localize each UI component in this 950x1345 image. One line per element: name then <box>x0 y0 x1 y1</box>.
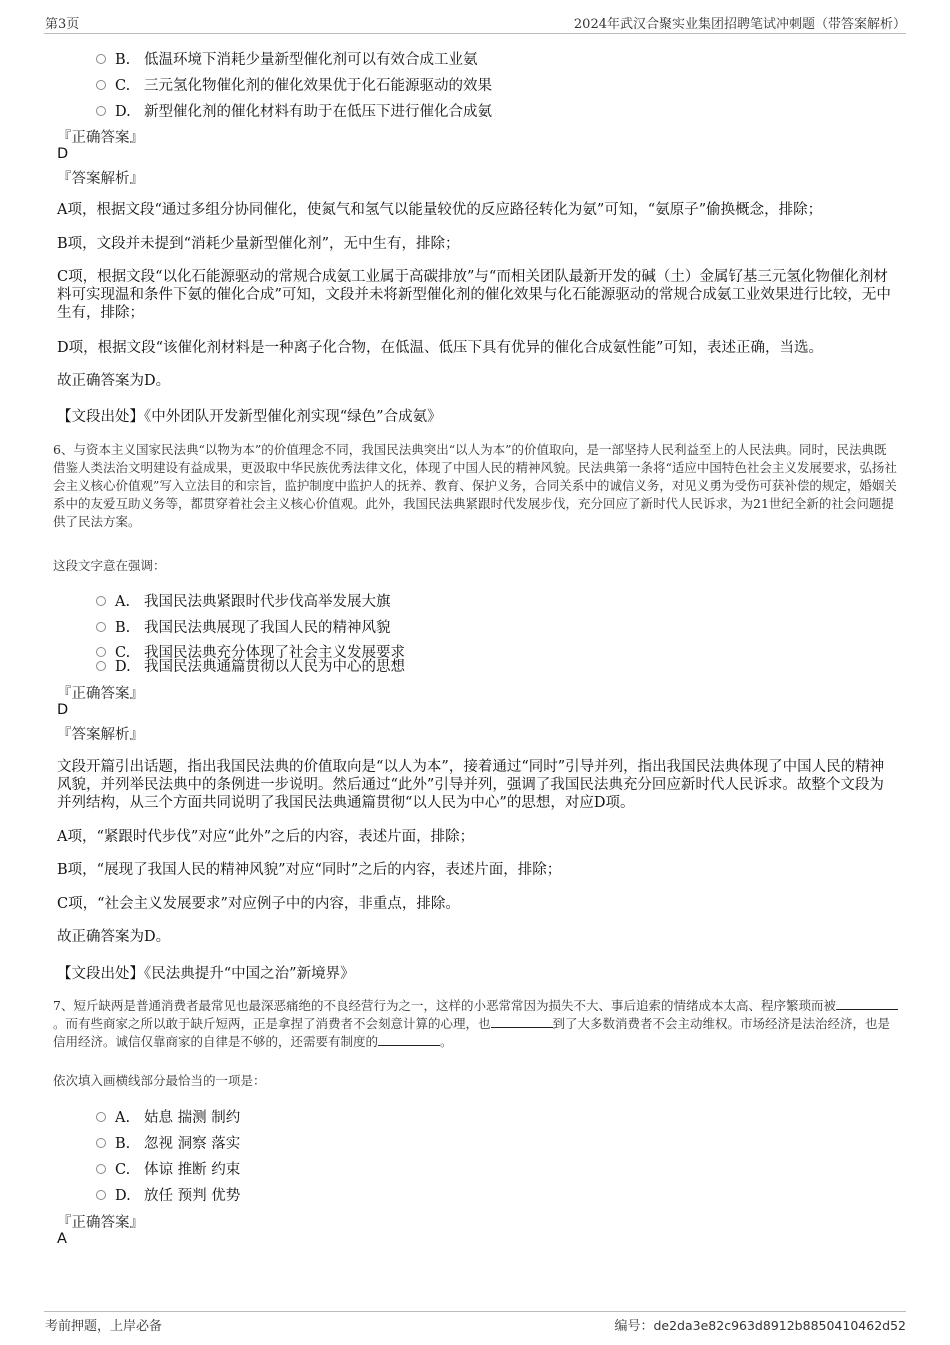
analysis-conclusion: 故正确答案为D。 <box>57 929 171 945</box>
fill-blank <box>836 997 898 1010</box>
source-citation: 【文段出处】《中外团队开发新型催化剂实现“绿色”合成氨》 <box>57 409 442 425</box>
option-row[interactable] <box>96 100 492 121</box>
option-letter: B. <box>115 52 131 68</box>
analysis-paragraph: B项，文段并未提到“消耗少量新型催化剂”，无中生有，排除； <box>57 236 460 252</box>
answer-label: 『正确答案』 <box>57 130 144 146</box>
analysis-paragraph: 文段开篇引出话题，指出我国民法典的价值取向是“以人为本”，接着通过“同时”引导并列，指出我国民法典体现了中国人民的精神风貌，并列举民法典中的条例进一步说明。然后通过“此外”引导并列，强调了我国民法典充分回应新时代人民诉求。故整个文段为并列结构，从三个方面共同说明了我国民法典通篇贯彻“以人民为中心”的思想，对应D项。 <box>57 759 885 811</box>
analysis-paragraph: D项，根据文段“该催化剂材料是一种离子化合物，在低温、低压下具有优异的催化合成氨性能”可知，表述正确，当选。 <box>57 340 823 356</box>
option-text: 低温环境下消耗少量新型催化剂可以有效合成工业氨 <box>144 52 478 68</box>
option-letter: C. <box>115 645 131 661</box>
fill-blank <box>378 1033 440 1046</box>
radio-icon[interactable] <box>96 1112 106 1122</box>
option-text: 我国民法典紧跟时代步伐高举发展大旗 <box>144 594 391 610</box>
option-text: 忽视 洞察 落实 <box>144 1136 241 1152</box>
radio-icon[interactable] <box>96 622 106 632</box>
page-number: 第3页 <box>45 17 80 32</box>
document-title: 2024年武汉合聚实业集团招聘笔试冲刺题（带答案解析） <box>573 17 906 32</box>
option-text: 我国民法典通篇贯彻以人民为中心的思想 <box>144 659 405 675</box>
question-prompt: 依次填入画横线部分最恰当的一项是： <box>53 1073 266 1088</box>
option-letter: B. <box>115 1136 131 1152</box>
code-value: de2da3e82c963d8912b8850410462d52 <box>653 1318 906 1333</box>
source-citation: 【文段出处】《民法典提升“中国之治”新境界》 <box>57 966 355 982</box>
option-row[interactable] <box>96 48 478 69</box>
option-text: 我国民法典展现了我国人民的精神风貌 <box>144 620 391 636</box>
code-label: 编号： <box>614 1319 654 1334</box>
passage-text: 。 <box>440 1034 453 1049</box>
option-letter: C. <box>115 1162 131 1178</box>
option-letter: A. <box>115 1110 131 1126</box>
option-text: 放任 预判 优势 <box>144 1188 241 1204</box>
option-row[interactable] <box>96 1106 240 1127</box>
footer-divider <box>44 1311 906 1312</box>
passage-text: 。而有些商家之所以敢于缺斤短两，正是拿捏了消费者不会刻意计算的心理，也 <box>53 1016 491 1031</box>
analysis-label: 『答案解析』 <box>57 171 144 187</box>
option-row[interactable] <box>96 616 391 637</box>
radio-icon[interactable] <box>96 596 106 606</box>
answer-value: A <box>57 1231 67 1247</box>
option-row[interactable] <box>96 1158 240 1179</box>
question-prompt: 这段文字意在强调： <box>53 558 166 573</box>
analysis-paragraph: C项，根据文段“以化石能源驱动的常规合成氨工业属于高碳排放”与“而相关团队最新开发的碱（土）金属钌基三元氢化物催化剂材料可实现温和条件下氨的催化合成”可知，文段并未将新型催化剂的催化效果与化石能源驱动的常规合成氨工业效果进行比较，无中生有，排除； <box>57 269 891 321</box>
question-passage: 6、与资本主义国家民法典“以物为本”的价值理念不同，我国民法典突出“以人为本”的价值取向，是一部坚持人民利益至上的人民法典。同时，民法典既借鉴人类法治文明建设有益成果，更汲取中华民族优秀法律文化，体现了中国人民的精神风貌。民法典第一条将“适应中国特色社会主义发展要求，弘扬社会主义核心价值观”写入立法目的和宗旨，监护制度中监护人的抚养、教育、保护义务，合同关系中的诚信义务，对见义勇为受伤可获补偿的规定，婚姻关系中的友爱互助义务等，都贯穿着社会主义核心价值观。此外，我国民法典紧跟时代发展步伐，充分回应了新时代人民诉求，为21世纪全新的社会问题提供了民法方案。 <box>53 442 897 529</box>
answer-value: D <box>57 146 69 162</box>
option-row[interactable] <box>96 74 492 95</box>
fill-blank <box>491 1015 553 1028</box>
option-text: 我国民法典充分体现了社会主义发展要求 <box>144 645 405 661</box>
option-letter: D. <box>115 659 131 675</box>
analysis-conclusion: 故正确答案为D。 <box>57 373 171 389</box>
option-row[interactable] <box>96 655 405 676</box>
option-row[interactable] <box>96 1132 240 1153</box>
option-letter: D. <box>115 1188 131 1204</box>
option-letter: D. <box>115 104 131 120</box>
radio-icon[interactable] <box>96 1190 106 1200</box>
option-letter: A. <box>115 594 131 610</box>
radio-icon[interactable] <box>96 1138 106 1148</box>
option-text: 新型催化剂的催化材料有助于在低压下进行催化合成氨 <box>144 104 492 120</box>
option-letter: B. <box>115 620 131 636</box>
analysis-paragraph: A项，“紧跟时代步伐”对应“此外”之后的内容，表述片面，排除； <box>57 829 475 845</box>
option-text: 体谅 推断 约束 <box>144 1162 241 1178</box>
passage-text: 7、短斤缺两是普通消费者最常见也最深恶痛绝的不良经营行为之一，这样的小恶常常因为损失不大、事后追索的情绪成本太高、程序繁琐而被 <box>53 998 836 1013</box>
document-code <box>614 1315 906 1334</box>
analysis-paragraph: A项，根据文段“通过多组分协同催化，使氮气和氢气以能量较优的反应路径转化为氨”可知，“氨原子”偷换概念，排除； <box>57 202 823 218</box>
passage-text: 到了大多数消费者不会主动维权。市场经济是法治经济，也是信用经济。诚信仅靠商家的自律是不够的，还需要有制度的 <box>53 1016 891 1049</box>
analysis-paragraph: B项，“展现了我国人民的精神风貌”对应“同时”之后的内容，表述片面，排除； <box>57 862 562 878</box>
radio-icon[interactable] <box>96 54 106 64</box>
answer-value: D <box>57 702 69 718</box>
question-passage <box>53 997 898 1051</box>
radio-icon[interactable] <box>96 661 106 671</box>
analysis-paragraph: C项，“社会主义发展要求”对应例子中的内容，非重点，排除。 <box>57 896 460 912</box>
option-text: 姑息 揣测 制约 <box>144 1110 241 1126</box>
header-divider <box>44 33 906 34</box>
option-row[interactable] <box>96 590 391 611</box>
option-row[interactable] <box>96 1184 240 1205</box>
answer-label: 『正确答案』 <box>57 1215 144 1231</box>
analysis-label: 『答案解析』 <box>57 727 144 743</box>
option-text: 三元氢化物催化剂的催化效果优于化石能源驱动的效果 <box>144 78 492 94</box>
radio-icon[interactable] <box>96 80 106 90</box>
radio-icon[interactable] <box>96 1164 106 1174</box>
footer-slogan: 考前押题，上岸必备 <box>45 1319 163 1334</box>
answer-label: 『正确答案』 <box>57 686 144 702</box>
option-letter: C. <box>115 78 131 94</box>
radio-icon[interactable] <box>96 106 106 116</box>
